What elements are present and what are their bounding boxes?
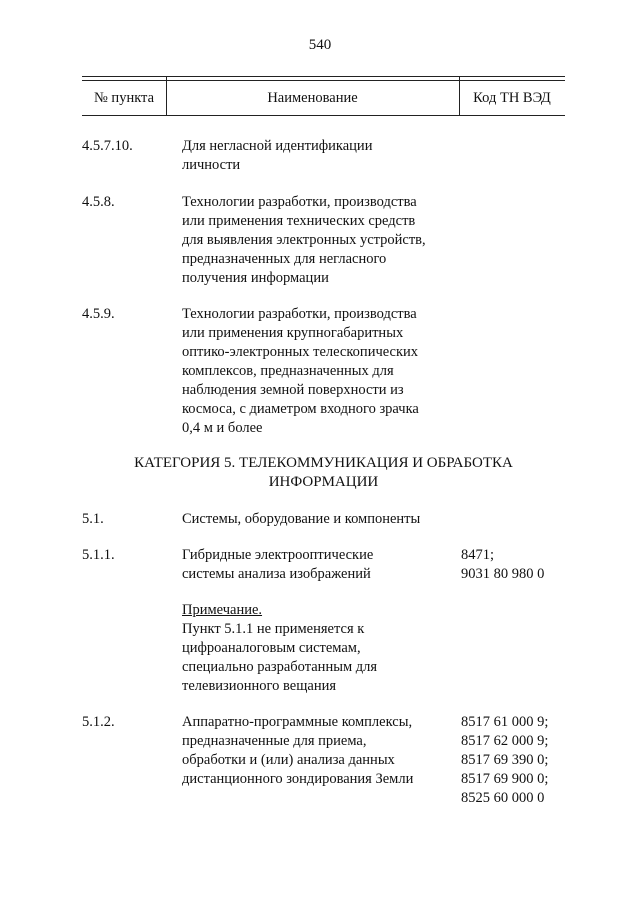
description-line: Системы, оборудование и компоненты [182, 511, 421, 527]
note-line: телевизионного вещания [182, 678, 337, 694]
code-line: 8517 69 390 0; [461, 752, 549, 768]
item-number: 5.1.2. [82, 714, 115, 730]
description-line: Аппаратно-программные комплексы, [182, 714, 413, 730]
description-line: оптико-электронных телескопических [182, 344, 419, 360]
description-line: предназначенных для негласного [182, 251, 387, 267]
header-col-code: Код ТН ВЭД [473, 90, 551, 106]
description-line: получения информации [182, 270, 329, 286]
item-number: 4.5.9. [82, 306, 115, 322]
description-line: Технологии разработки, производства [182, 194, 417, 210]
item-number: 4.5.7.10. [82, 138, 133, 154]
item-codes [461, 713, 581, 808]
description-line: наблюдения земной поверхности из [182, 382, 404, 398]
category-heading-line: ИНФОРМАЦИИ [268, 474, 379, 490]
item-description [182, 193, 457, 288]
description-line: или применения технических средств [182, 213, 416, 229]
code-line: 8525 60 000 0 [461, 790, 545, 806]
description-line: или применения крупногабаритных [182, 325, 404, 341]
code-line: 8517 62 000 9; [461, 733, 549, 749]
description-line: предназначенные для приема, [182, 733, 367, 749]
header-rule-top-double [82, 80, 565, 81]
header-col-name: Наименование [267, 90, 358, 106]
note-text [182, 601, 457, 696]
page-number: 540 [308, 37, 332, 53]
note-title: Примечание. [182, 602, 263, 618]
item-description [182, 713, 457, 789]
item-description [182, 546, 457, 584]
description-line: для выявления электронных устройств, [182, 232, 426, 248]
description-line: Гибридные электрооптические [182, 547, 374, 563]
description-line: дистанционного зондирования Земли [182, 771, 414, 787]
category-heading [82, 454, 565, 492]
header-rule-bottom [82, 115, 565, 116]
description-line: Для негласной идентификации [182, 138, 373, 154]
code-line: 9031 80 980 0 [461, 566, 545, 582]
code-line: 8471; [461, 547, 495, 563]
item-description [182, 137, 457, 175]
code-line: 8517 61 000 9; [461, 714, 549, 730]
code-line: 8517 69 900 0; [461, 771, 549, 787]
item-number: 5.1.1. [82, 547, 115, 563]
description-line: 0,4 м и более [182, 420, 263, 436]
note-line: цифроаналоговым системам, [182, 640, 361, 656]
description-line: системы анализа изображений [182, 566, 371, 582]
description-line: Технологии разработки, производства [182, 306, 417, 322]
category-heading-line: КАТЕГОРИЯ 5. ТЕЛЕКОММУНИКАЦИЯ И ОБРАБОТКА [134, 455, 513, 471]
description-line: комплексов, предназначенных для [182, 363, 394, 379]
item-number: 5.1. [82, 511, 104, 527]
item-codes [461, 546, 581, 584]
note-line: специально разработанным для [182, 659, 378, 675]
description-line: космоса, с диаметром входного зрачка [182, 401, 419, 417]
header-col-number: № пункта [93, 90, 155, 106]
description-line: обработки и (или) анализа данных [182, 752, 395, 768]
item-description [182, 305, 457, 438]
item-description [182, 510, 457, 529]
header-rule-top [82, 76, 565, 77]
description-line: личности [182, 157, 241, 173]
item-number: 4.5.8. [82, 194, 115, 210]
note-line: Пункт 5.1.1 не применяется к [182, 621, 365, 637]
